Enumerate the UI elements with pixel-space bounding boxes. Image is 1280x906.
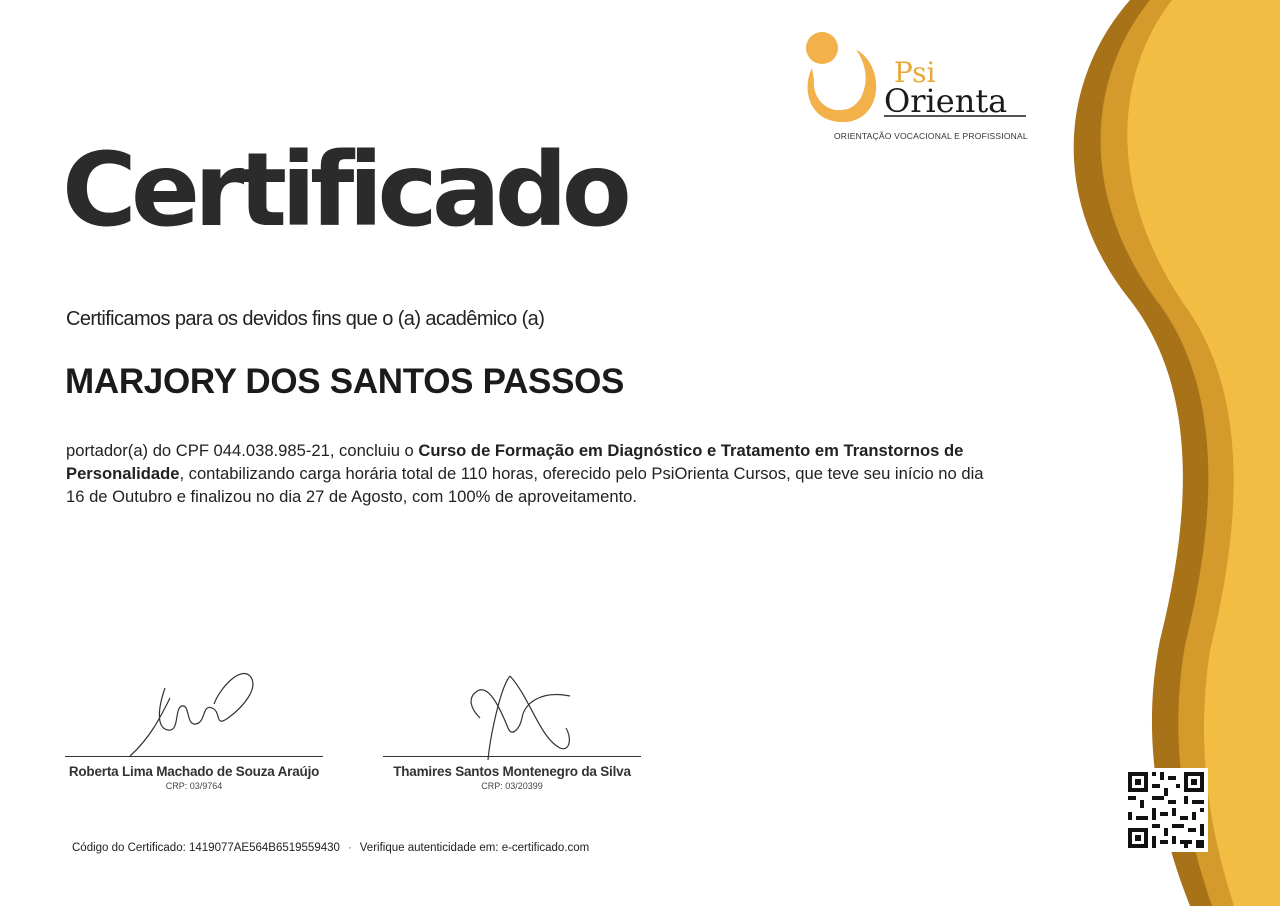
certificate-body (66, 439, 986, 508)
body-text-part2: , contabilizando carga horária total de 110 horas, oferecido pelo PsiOrienta Cursos, que teve seu início no dia 16 de Outubro e finalizou no dia 27 de Agosto, com 100% de aproveitamento. (66, 464, 984, 506)
signer-crp: CRP: 03/9764 (165, 781, 223, 791)
certificate-intro: Certificamos para os devidos fins que o (a) acadêmico (a) (66, 308, 545, 330)
signer-name: Roberta Lima Machado de Souza Araújo (68, 764, 320, 779)
student-name: MARJORY DOS SANTOS PASSOS (65, 362, 625, 401)
course-name: Curso de Formação em Diagnóstico e Tratamento em Transtornos de Personalidade (66, 441, 964, 483)
body-text-part1: portador(a) do CPF 044.038.985-21, concluiu o (66, 441, 419, 460)
verify-link[interactable]: Verifique autenticidade em: e-certificado.com (359, 842, 590, 854)
certificate-title: Certificado (62, 131, 626, 250)
logo-orienta-text: Orienta (884, 82, 1008, 120)
signature-line (383, 756, 641, 757)
signature-block-2 (382, 756, 642, 791)
signer-name: Thamires Santos Montenegro da Silva (393, 764, 631, 779)
logo-psi-text: Psi (894, 56, 936, 89)
handwritten-signature-icon (110, 668, 270, 760)
certificate-code: Código do Certificado: 1419077AE564B6519559430 (72, 842, 340, 854)
handwritten-signature-icon (460, 668, 580, 764)
signature-line (65, 756, 323, 757)
logo-tagline: ORIENTAÇÃO VOCACIONAL E PROFISSIONAL (834, 131, 1028, 141)
signer-crp: CRP: 03/20399 (481, 781, 543, 791)
qr-code-icon[interactable] (1124, 768, 1208, 852)
certificate-footer (72, 842, 589, 854)
signature-block-1 (64, 756, 324, 791)
footer-separator: · (347, 842, 352, 854)
